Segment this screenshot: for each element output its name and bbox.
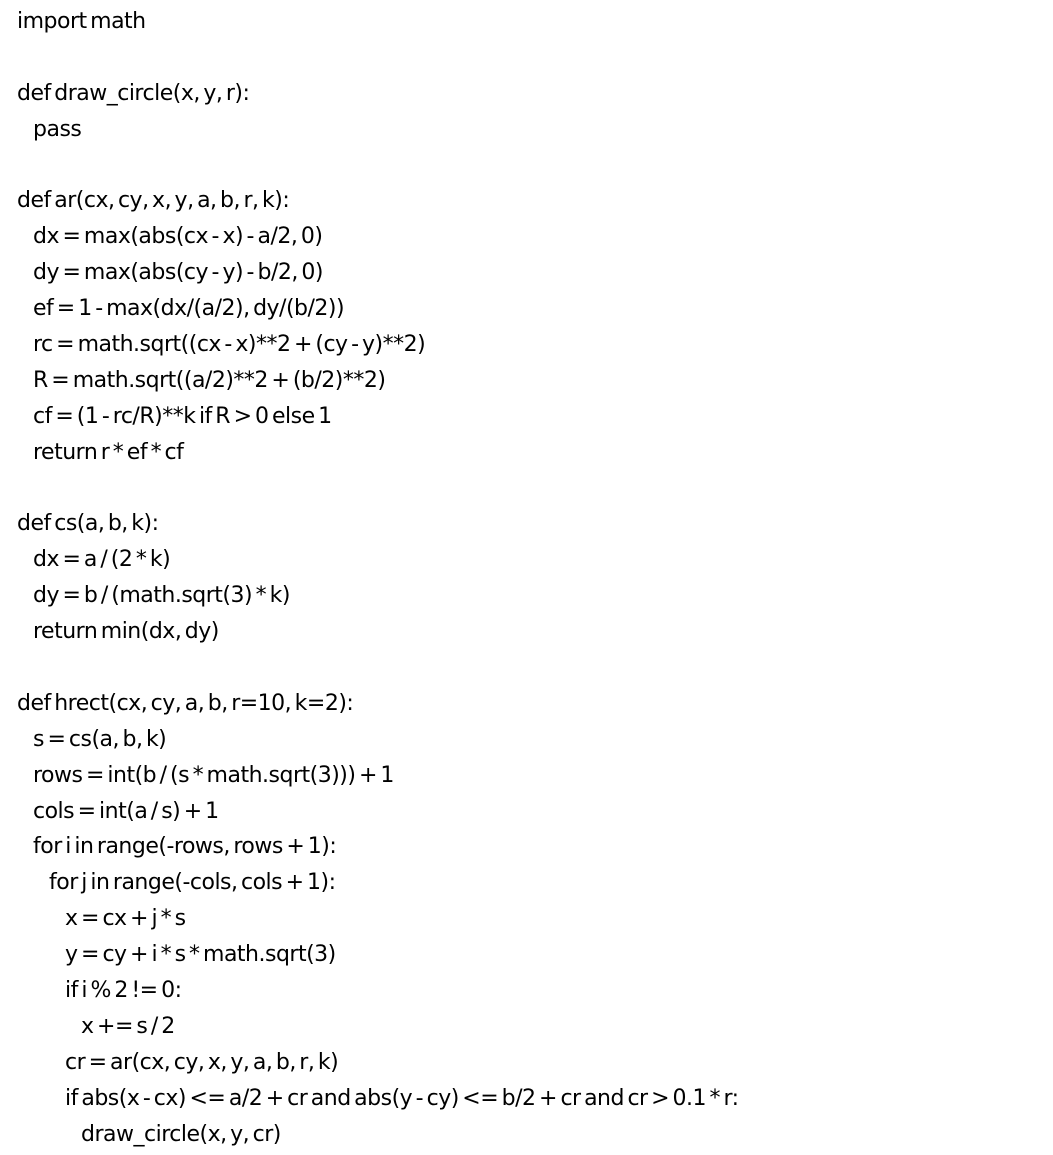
code-line: return r * ef * cf xyxy=(33,439,184,465)
code-line xyxy=(17,471,739,507)
code-line: for j in range(-cols, cols + 1): xyxy=(49,870,336,896)
code-line: dy = max(abs(cy - y) - b/2, 0) xyxy=(33,260,323,286)
code-line: if abs(x - cx) <= a/2 + cr and abs(y - cy) <= b/2 + cr and cr > 0.1 * r: xyxy=(65,1085,739,1111)
code-line: y = cy + i * s * math.sqrt(3) xyxy=(65,942,336,968)
code-line: def draw_circle(x, y, r): xyxy=(17,80,250,106)
code-line: cf = (1 - rc/R)**k if R > 0 else 1 xyxy=(33,403,332,429)
code-line: if i % 2 != 0: xyxy=(65,978,182,1004)
code-line: s = cs(a, b, k) xyxy=(33,726,167,752)
code-line xyxy=(17,40,739,76)
code-line: R = math.sqrt((a/2)**2 + (b/2)**2) xyxy=(33,367,386,393)
code-line: dy = b / (math.sqrt(3) * k) xyxy=(33,583,290,609)
code-line: import math xyxy=(17,9,146,34)
code-line: def hrect(cx, cy, a, b, r=10, k=2): xyxy=(17,690,354,716)
code-line: pass xyxy=(33,116,82,142)
code-line xyxy=(17,650,739,686)
code-line: return min(dx, dy) xyxy=(33,619,219,645)
code-listing xyxy=(17,4,739,1153)
code-line: dx = max(abs(cx - x) - a/2, 0) xyxy=(33,224,323,250)
code-line: def cs(a, b, k): xyxy=(17,511,159,537)
code-line: x += s / 2 xyxy=(81,1013,175,1039)
code-line: def ar(cx, cy, x, y, a, b, r, k): xyxy=(17,188,290,214)
code-line: for i in range(-rows, rows + 1): xyxy=(33,834,337,860)
code-line: cols = int(a / s) + 1 xyxy=(33,798,219,824)
code-line: rc = math.sqrt((cx - x)**2 + (cy - y)**2) xyxy=(33,332,426,358)
code-line: draw_circle(x, y, cr) xyxy=(81,1121,281,1147)
code-line: rows = int(b / (s * math.sqrt(3))) + 1 xyxy=(33,762,394,788)
code-line xyxy=(17,148,739,184)
code-line: x = cx + j * s xyxy=(65,906,186,932)
code-line: ef = 1 - max(dx/(a/2), dy/(b/2)) xyxy=(33,296,345,322)
code-line: dx = a / (2 * k) xyxy=(33,547,171,573)
code-line: cr = ar(cx, cy, x, y, a, b, r, k) xyxy=(65,1049,339,1075)
